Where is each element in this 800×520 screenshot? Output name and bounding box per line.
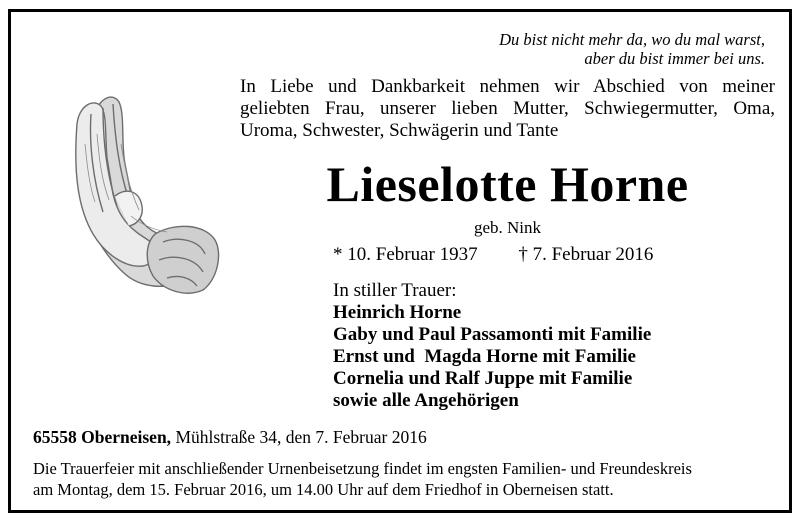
place-and-date: [33, 426, 427, 448]
funeral-notice: [33, 458, 785, 500]
mourners-heading: In stiller Trauer:: [333, 280, 457, 301]
mourners-list: [333, 280, 651, 412]
praying-hands-icon: [55, 84, 225, 299]
intro-line-1: In Liebe und Dankbarkeit nehmen wir Abschied von meiner: [240, 76, 775, 97]
intro-text: [240, 76, 775, 142]
maiden-name: geb. Nink: [473, 218, 542, 237]
intro-line-2: geliebten Frau, unserer lieben Mutter, Schwiegermutter, Oma,: [240, 98, 775, 119]
mourner-name: Ernst und Magda Horne mit Familie: [333, 346, 636, 367]
notice-line-2: am Montag, dem 15. Februar 2016, um 14.00 Uhr auf dem Friedhof in Oberneisen statt.: [33, 480, 614, 499]
quote: [499, 30, 765, 68]
intro-line-3: Uroma, Schwester, Schwägerin und Tante: [240, 120, 559, 141]
notice-line-1: Die Trauerfeier mit anschließender Urnenbeisetzung findet im engsten Familien- und Freundeskreis: [33, 459, 692, 478]
deceased-name: Lieselotte Horne: [326, 156, 689, 212]
mourner-name: Gaby und Paul Passamonti mit Familie: [333, 324, 652, 345]
life-dates: [333, 243, 653, 267]
quote-line-2: aber du bist immer bei uns.: [584, 49, 765, 68]
mourner-name: sowie alle Angehörigen: [333, 390, 519, 411]
obituary-frame: [8, 9, 792, 513]
mourner-name: Cornelia und Ralf Juppe mit Familie: [333, 368, 633, 389]
death-date: † 7. Februar 2016: [518, 244, 654, 265]
address-date: Mühlstraße 34, den 7. Februar 2016: [171, 427, 427, 447]
mourner-name: Heinrich Horne: [333, 302, 462, 323]
town: 65558 Oberneisen,: [33, 427, 172, 447]
birth-date: * 10. Februar 1937: [333, 244, 478, 265]
quote-line-1: Du bist nicht mehr da, wo du mal warst,: [499, 30, 765, 49]
